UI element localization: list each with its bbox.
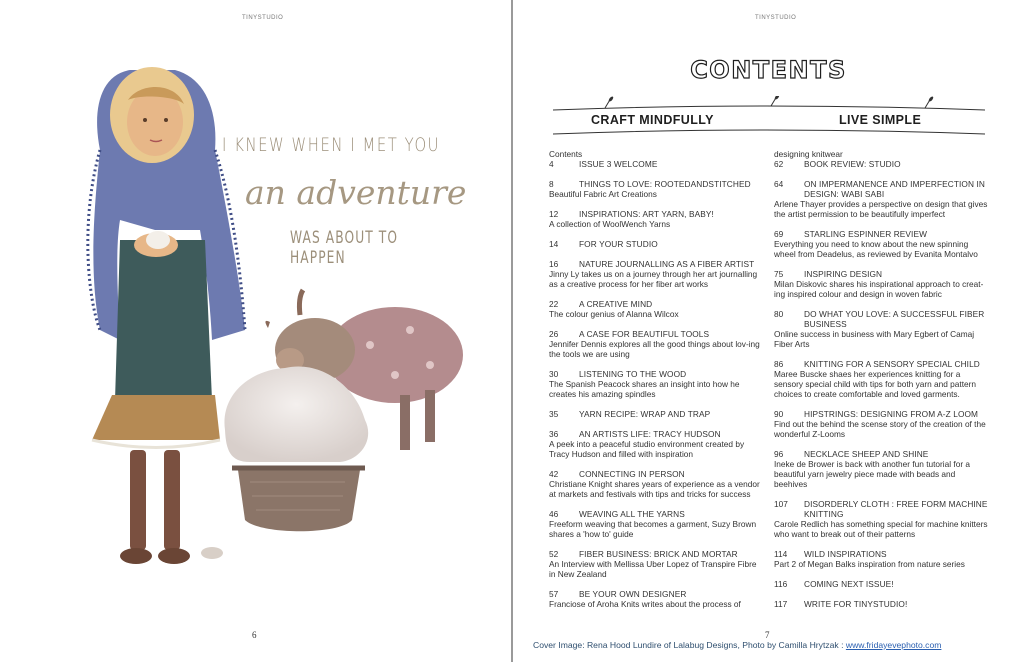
toc-entry-title: AN ARTISTS LIFE: TRACY HUDSON	[579, 429, 721, 439]
toc-entry[interactable]	[549, 369, 761, 399]
toc-entry-title: WRITE FOR TINYSTUDIO!	[804, 599, 908, 609]
toc-page-number: 62	[774, 159, 784, 169]
toc-page-number: 46	[549, 509, 559, 519]
toc-entry-description: Jinny Ly takes us on a journey through her art journalling as a creative process for her fiber art works	[549, 269, 758, 289]
toc-page-number: 36	[549, 429, 559, 439]
cover-credit	[533, 640, 941, 650]
toc-page-number: 107	[774, 499, 788, 509]
toc-entry-title: NATURE JOURNALLING AS A FIBER ARTIST	[579, 259, 755, 269]
toc-entry[interactable]	[774, 409, 989, 439]
toc-entry-title: INSPIRING DESIGN	[804, 269, 883, 279]
toc-entry[interactable]	[549, 299, 761, 319]
toc-entry[interactable]	[549, 259, 761, 289]
toc-entry[interactable]	[549, 409, 761, 419]
toc-entry-description: Arlene Thayer provides a perspective on design that gives the artist permission to be beautifully imperfect	[774, 199, 988, 219]
toc-column-right	[774, 149, 989, 609]
toc-entry[interactable]	[774, 179, 989, 219]
left-page	[0, 0, 511, 662]
toc-entry[interactable]	[549, 509, 761, 539]
quote-line-1: I KNEW WHEN I MET YOU	[222, 134, 441, 156]
toc-page-number: 52	[549, 549, 559, 559]
credit-text: Cover Image: Rena Hood Lundire of Lalabug Designs, Photo by Camilla Hrytzak :	[533, 640, 846, 650]
page-number: 7	[765, 630, 770, 640]
toc-entry[interactable]	[774, 599, 989, 609]
toc-entry[interactable]	[549, 239, 761, 249]
toc-page-number: 96	[774, 449, 784, 459]
wool-basket-illustration	[224, 367, 368, 532]
toc-entry[interactable]	[549, 549, 761, 579]
toc-page-number: 35	[549, 409, 559, 419]
toc-page-number: 12	[549, 209, 559, 219]
quote-line-2: an adventure	[245, 173, 467, 212]
toc-page-number: 116	[774, 579, 788, 589]
toc-entry-description: An Interview with Mellissa Uber Lopez of Transpire Fibre in New Zealand	[549, 559, 757, 579]
toc-label: Contents	[549, 149, 583, 159]
toc-entry-description: The Spanish Peacock shares an insight into how he creates his amazing spindles	[549, 379, 740, 399]
toc-page-number: 4	[549, 159, 554, 169]
toc-entry-title: BE YOUR OWN DESIGNER	[579, 589, 687, 599]
toc-page-number: 64	[774, 179, 784, 189]
toc-entry[interactable]	[549, 589, 761, 609]
toc-entry-description: Ineke de Brower is back with another fun tutorial for a beautiful yarn jewelry piece made with beads and beehives	[774, 459, 971, 489]
toc-entry[interactable]	[549, 429, 761, 459]
running-head: TINYSTUDIO	[755, 15, 797, 21]
toc-entry-title: YARN RECIPE: WRAP AND TRAP	[579, 409, 711, 419]
toc-entry-description: Carole Redlich has something special for machine knitters who want to break out of their patterns	[774, 519, 988, 539]
girl-and-sheep-illustration	[0, 0, 511, 620]
toc-entry-title: BOOK REVIEW: STUDIO	[804, 159, 901, 169]
toc-entry-title: FOR YOUR STUDIO	[579, 239, 658, 249]
toc-entry-title: CONNECTING IN PERSON	[579, 469, 685, 479]
toc-entry-description: Christiane Knight shares years of experience as a vendor at markets and festivals with tips and tricks for success	[549, 479, 760, 499]
column-heading-right: LIVE SIMPLE	[839, 113, 922, 127]
toc-entry[interactable]	[549, 329, 761, 359]
toc-page-number: 86	[774, 359, 784, 369]
photographer-link[interactable]: www.fridayevephoto.com	[845, 640, 942, 650]
toc-entry[interactable]	[774, 359, 989, 399]
toc-entry[interactable]	[549, 209, 761, 229]
toc-entry-title: A CREATIVE MIND	[579, 299, 653, 309]
toc-entry-description: Beautiful Fabric Art Creations	[549, 189, 657, 199]
toc-entry[interactable]	[774, 449, 989, 489]
toc-entry[interactable]	[774, 269, 989, 299]
column-heading-left: CRAFT MINDFULLY	[591, 113, 714, 127]
toc-entry-description: The colour genius of Alanna Wilcox	[549, 309, 679, 319]
toc-entry-title: ON IMPERMANENCE AND IMPERFECTION IN DESIGN: WABI SABI	[804, 179, 985, 199]
page-number: 6	[252, 630, 257, 640]
toc-entry-title: A CASE FOR BEAUTIFUL TOOLS	[579, 329, 710, 339]
toc-page-number: 14	[549, 239, 559, 249]
toc-entry-description: Everything you need to know about the new spinning wheel from Deadelus, as reviewed by Evanita Montalvo	[774, 239, 978, 259]
toc-entry[interactable]	[774, 229, 989, 259]
toc-entry-description: Find out the behind the scense story of the creation of the wonderful Z-Looms	[774, 419, 986, 439]
toc-entry[interactable]	[774, 159, 989, 169]
running-head: TINYSTUDIO	[242, 15, 284, 21]
toc-entry-description: Maree Buscke shaes her experiences knitting for a sensory special child with tips for both yarn and pattern choices to create comfortable and loved garments.	[774, 369, 976, 399]
toc-page-number: 117	[774, 599, 788, 609]
toc-entry-title: WILD INSPIRATIONS	[804, 549, 887, 559]
toc-page-number: 69	[774, 229, 784, 239]
toc-entry[interactable]	[774, 309, 989, 349]
toc-entry[interactable]	[774, 579, 989, 589]
toc-page-number: 114	[774, 549, 788, 559]
toc-entry[interactable]	[549, 179, 761, 199]
toc-entry[interactable]	[774, 549, 989, 569]
toc-entry-title: STARLING ESPINNER REVIEW	[804, 229, 928, 239]
toc-entry[interactable]	[774, 499, 989, 539]
toc-page-number: 57	[549, 589, 559, 599]
toc-entry-title: DO WHAT YOU LOVE: A SUCCESSFUL FIBER BUSINESS	[804, 309, 985, 329]
toc-entry[interactable]	[549, 159, 761, 169]
toc-page-number: 42	[549, 469, 559, 479]
toc-entry-title: DISORDERLY CLOTH : FREE FORM MACHINE KNITTING	[804, 499, 988, 519]
toc-entry-title: THINGS TO LOVE: ROOTEDANDSTITCHED	[579, 179, 751, 189]
contents-title: CONTENTS	[690, 56, 847, 84]
toc-entry-title: HIPSTRINGS: DESIGNING FROM A-Z LOOM	[804, 409, 979, 419]
toc-page-number: 16	[549, 259, 559, 269]
toc-page-number: 30	[549, 369, 559, 379]
quote-line-3: WAS ABOUT TO HAPPEN	[290, 228, 399, 268]
toc-entry-title: WEAVING ALL THE YARNS	[579, 509, 685, 519]
toc-entry-description: Jennifer Dennis explores all the good things about lov-ing the tools we are using	[549, 339, 760, 359]
toc-entry-description: Milan Diskovic shares his inspirational approach to creat-ing inspired colour and design in woven fabric	[774, 279, 984, 299]
toc-entry-description: Franciose of Aroha Knits writes about the process of	[549, 599, 741, 609]
toc-entry[interactable]	[549, 469, 761, 499]
toc-entry-title: INSPIRATIONS: ART YARN, BABY!	[579, 209, 714, 219]
toc-continuation: designing knitwear	[774, 149, 843, 159]
toc-page-number: 26	[549, 329, 559, 339]
toc-entry-title: LISTENING TO THE WOOD	[579, 369, 687, 379]
toc-entry-description: Online success in business with Mary Egbert of Camaj Fiber Arts	[774, 329, 975, 349]
toc-page-number: 80	[774, 309, 784, 319]
toc-entry-description: A peek into a peaceful studio environment created by Tracy Hudson and filled with inspiration	[549, 439, 745, 459]
toc-entry-description: A collection of WoolWench Yarns	[549, 219, 671, 229]
toc-column-left	[549, 149, 761, 609]
toc-entry-title: KNITTING FOR A SENSORY SPECIAL CHILD	[804, 359, 980, 369]
toc-entry-title: NECKLACE SHEEP AND SHINE	[804, 449, 929, 459]
toc-page-number: 22	[549, 299, 559, 309]
toc-entry-description: Freeform weaving that becomes a garment, Suzy Brown shares a 'how to' guide	[549, 519, 757, 539]
right-page	[513, 0, 1024, 662]
toc-page-number: 90	[774, 409, 784, 419]
toc-entry-title: FIBER BUSINESS: BRICK AND MORTAR	[579, 549, 738, 559]
toc-page-number: 75	[774, 269, 784, 279]
toc-entry-title: COMING NEXT ISSUE!	[804, 579, 894, 589]
toc-entry-title: ISSUE 3 WELCOME	[579, 159, 658, 169]
toc-entry-description: Part 2 of Megan Balks inspiration from nature series	[774, 559, 965, 569]
toc-page-number: 8	[549, 179, 554, 189]
